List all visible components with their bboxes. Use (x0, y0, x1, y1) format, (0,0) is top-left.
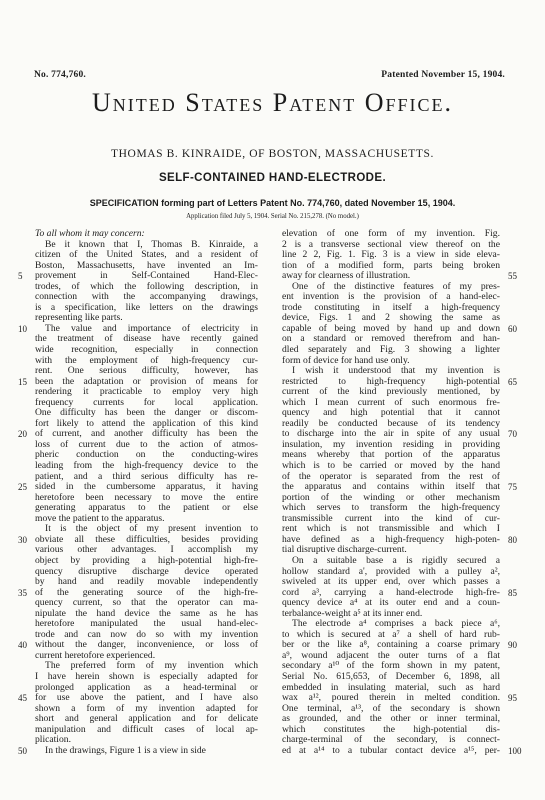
text-line: with the employment of high-frequency cur- (35, 355, 258, 366)
text-line: Serial No. 615,653, of December 6, 1898, all (282, 671, 500, 682)
line-number: 75 (508, 482, 517, 493)
line-number: 50 (18, 745, 27, 756)
text-line: tion of a modified form, parts being broken (282, 260, 500, 271)
text-line: leading from the high-frequency device to the (35, 461, 258, 472)
text-line: One of the distinctive features of my pres- (292, 281, 500, 292)
text-line: The electrode a⁴ comprises a back piece a⁶, (292, 619, 500, 630)
text-line: representing like parts. (35, 313, 123, 324)
line-number: 60 (508, 323, 517, 334)
text-line: plication. (35, 735, 71, 746)
text-line: for use above the patient, and I have also (35, 693, 258, 704)
patent-number: No. 774,760. (34, 70, 87, 80)
line-number: 15 (18, 376, 27, 387)
text-line: transmissible current into the kind of cur- (282, 513, 500, 524)
line-number: 85 (508, 587, 517, 598)
text-line: which is to be carried or moved by the hand (282, 461, 500, 472)
text-line: wax a¹², poured therein in melted condition. (282, 693, 500, 704)
text-line: frequency currents for local application. (35, 397, 258, 408)
text-line: embedded in insulating material, such as hard (282, 682, 500, 693)
patent-date: Patented November 15, 1904. (381, 70, 505, 80)
text-line: loss of current due to the action of atmos- (35, 439, 258, 450)
text-line: the treatment of disease have recently gained (35, 334, 258, 345)
text-line: been the adaptation or provision of means for (35, 376, 258, 387)
text-line: fort likely to attend the application of this kind (35, 418, 258, 429)
text-line: heretofore manipulated the usual hand-elec- (35, 619, 258, 630)
text-line: of the generating source of the high-fre- (35, 587, 258, 598)
text-line: connection with the accompanying drawings, (35, 292, 258, 303)
text-line: quency current, so that the operator can ma- (35, 598, 258, 609)
text-line: current heretofore experienced. (35, 650, 156, 661)
text-line: wide recognition, especially in connection (35, 345, 258, 356)
line-number: 30 (18, 534, 27, 545)
line-number: 35 (18, 587, 27, 598)
specification-line: SPECIFICATION forming part of Letters Patent No. 774,760, dated November 15, 1904. (89, 198, 456, 208)
line-number: 65 (508, 376, 517, 387)
line-number: 90 (508, 640, 517, 651)
line-number: 70 (508, 429, 517, 440)
text-line: current of the kind previously mentioned, by (282, 387, 500, 398)
text-line: have defined as a high-frequency high-poten- (282, 534, 500, 545)
line-number: 45 (18, 693, 27, 704)
text-line: dled separately and Fig. 3 showing a lighter (282, 345, 500, 356)
text-line: the apparatus and contains within itself that (282, 482, 500, 493)
text-line: object by providing a high-potential high-fre- (35, 555, 258, 566)
text-line: means whereby that portion of the apparatus (282, 450, 500, 461)
text-line: of current, and another difficulty has been the (35, 429, 258, 440)
text-line: Be it known that I, Thomas B. Kinraide, a (45, 239, 258, 250)
text-line: On a suitable base a is rigidly secured a (292, 555, 500, 566)
text-line: patient, and a third serious difficulty has re- (35, 471, 258, 482)
line-number: 95 (508, 693, 517, 704)
text-line: trode and can now do so with my invention (35, 629, 258, 640)
text-line: One difficulty has been the danger or discom- (35, 408, 258, 419)
text-line: hollow standard a', provided with a pulley a², (282, 566, 500, 577)
text-line: generating apparatus to the patient or else (35, 503, 258, 514)
text-line: In the drawings, Figure 1 is a view in side (45, 745, 206, 756)
text-line: which I mean current of such enormous fre- (282, 397, 500, 408)
line-number: 10 (18, 323, 27, 334)
text-line: rent. One serious difficulty, however, has (35, 366, 258, 377)
text-line: restricted to high-frequency high-potential (282, 376, 500, 387)
text-line: of the operator is separated from the rest of (282, 471, 500, 482)
inventor-line: THOMAS B. KINRAIDE, OF BOSTON, MASSACHUSETTS. (111, 148, 434, 160)
text-line: ent invention is the provision of a hand-elec- (282, 292, 500, 303)
text-line: ed at a¹⁴ to a tubular contact device a¹⁵, per- (282, 745, 500, 756)
text-line: swiveled at its upper end, over which passes a (282, 577, 500, 588)
text-line: which serves to transform the high-frequency (282, 503, 500, 514)
text-line: manipulation and difficult cases of local ap- (35, 724, 258, 735)
text-line: citizen of the United States, and a resident of (35, 250, 258, 261)
patent-title: SELF-CONTAINED HAND-ELECTRODE. (158, 172, 387, 184)
text-line: rent which is not transmissible and which I (282, 524, 500, 535)
text-line: obviate all these difficulties, besides providing (35, 534, 258, 545)
text-line: quency device a⁴ at its outer end and a coun- (282, 598, 500, 609)
text-line: To all whom it may concern: (35, 229, 145, 239)
text-line: pheric conduction on the conducting-wires (35, 450, 258, 461)
text-line: quency and high potential that it cannot (282, 408, 500, 419)
text-line: elevation of one form of my invention. Fig. (282, 229, 500, 239)
text-line: I wish it understood that my invention is (292, 366, 500, 377)
text-line: portion of the winding or other mechanism (282, 492, 500, 503)
text-line: form of device for hand use only. (282, 355, 410, 366)
text-line: by hand and readily movable independently (35, 577, 258, 588)
text-line: The preferred form of my invention which (45, 661, 258, 672)
line-number: 40 (18, 640, 27, 651)
text-line: ber or the like a⁸, containing a coarse primary (282, 640, 500, 651)
text-line: trode constituting in itself a high-frequency (282, 302, 500, 313)
text-line: which constitutes the high-potential dis- (282, 724, 500, 735)
text-line: rendering it practicable to employ very high (35, 387, 258, 398)
text-line: prolonged application as a head-terminal or (35, 682, 258, 693)
text-line: tial disruptive discharge-current. (282, 545, 407, 556)
text-line: as grounded, and the other or inner terminal, (282, 714, 500, 725)
line-number: 5 (18, 271, 23, 282)
line-number: 25 (18, 482, 27, 493)
text-line: to discharge into the air in spite of any usual (282, 429, 500, 440)
text-line: It is the object of my present invention to (45, 524, 258, 535)
text-line: cord a³, carrying a hand-electrode high-fre- (282, 587, 500, 598)
text-line: terbalance-weight a⁵ at its inner end. (282, 608, 423, 619)
text-line: Boston, Massachusetts, have invented an Im- (35, 260, 258, 271)
text-line: away for clearness of illustration. (282, 271, 411, 282)
text-line: device, Figs. 1 and 2 showing the same as (282, 313, 500, 324)
text-line: sided in the cumbersome apparatus, it having (35, 482, 258, 493)
text-line: shown a form of my invention adapted for (35, 703, 258, 714)
left-text-column (35, 229, 258, 756)
text-line: is a specification, like letters on the drawings (35, 302, 258, 313)
text-line: line 2 2, Fig. 1. Fig. 3 is a view in side eleva- (282, 250, 500, 261)
text-line: capable of being moved by hand up and down (282, 323, 500, 334)
text-line: heretofore been necessary to move the entire (35, 492, 258, 503)
text-line: short and general application and for delicate (35, 714, 258, 725)
text-line: 2 is a transverse sectional view thereof on the (282, 239, 500, 250)
text-line: to which is secured at a⁷ a shell of hard rub- (282, 629, 500, 640)
text-line: trodes, of which the following description, in (35, 281, 258, 292)
text-line: I have herein shown is especially adapted for (35, 671, 258, 682)
text-line: nipulate the hand device the same as he has (35, 608, 258, 619)
text-line: insulation, my invention residing in providing (282, 439, 500, 450)
application-line: Application filed July 5, 1904. Serial No. 215,278. (No model.) (186, 213, 359, 220)
line-number: 100 (508, 745, 522, 756)
line-number: 55 (508, 271, 517, 282)
text-line: The value and importance of electricity in (45, 323, 258, 334)
line-number: 20 (18, 429, 27, 440)
text-line: One terminal, a¹³, of the secondary is shown (282, 703, 500, 714)
text-line: provement in Self-Contained Hand-Elec- (35, 271, 258, 282)
text-line: quency disruptive discharge device operated (35, 566, 258, 577)
text-line: without the danger, inconvenience, or loss of (35, 640, 258, 651)
text-line: on a standard or removed therefrom and han- (282, 334, 500, 345)
text-line: move the patient to the apparatus. (35, 513, 165, 524)
line-number: 80 (508, 534, 517, 545)
text-line: readily be conducted because of its tendency (282, 418, 500, 429)
text-line: secondary a¹⁰ of the form shown in my patent, (282, 661, 500, 672)
office-heading: United States Patent Office. (91, 88, 454, 117)
text-line: a⁹, wound adjacent the outer turns of a flat (282, 650, 500, 661)
text-line: charge-terminal of the secondary, is connect- (282, 735, 500, 746)
right-text-column (282, 229, 500, 756)
text-line: various other advantages. I accomplish my (35, 545, 258, 556)
